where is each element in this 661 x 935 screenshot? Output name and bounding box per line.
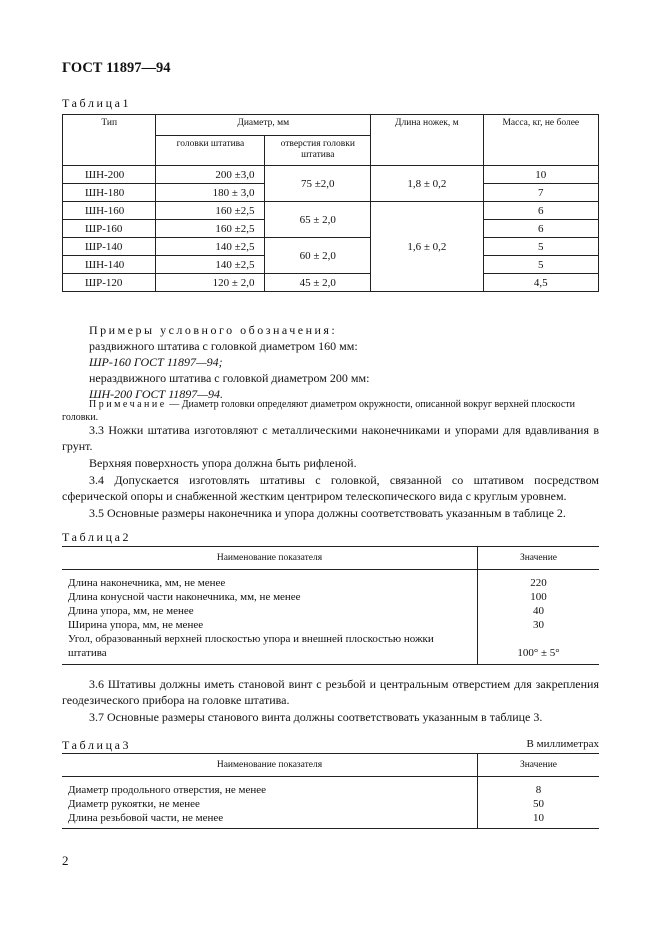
table3-header-row — [62, 754, 599, 777]
cell-hole: 75 ±2,0 — [265, 166, 371, 202]
table-row — [62, 811, 599, 829]
cell-value: 220 — [530, 577, 547, 589]
cell-value: 100° ± 5° — [478, 632, 600, 665]
cell-type: ШН-200 — [63, 166, 156, 184]
cell-type: ШР-160 — [63, 220, 156, 238]
table-row — [62, 590, 599, 604]
table-3 — [62, 753, 599, 829]
col-name: Наименование показателя — [62, 754, 478, 777]
paragraph-3-6: 3.6 Штативы должны иметь становой винт с резьбой и центральным отверстием для закрепления геодезического прибора на головке штатива. — [62, 677, 599, 707]
cell-hole: 60 ± 2,0 — [265, 238, 371, 274]
cell-mass: 5 — [483, 256, 598, 274]
cell-leg: 1,8 ± 0,2 — [371, 166, 484, 202]
cell-type: ШН-140 — [63, 256, 156, 274]
paragraph-3-5: 3.5 Основные размеры наконечника и упора должны соответствовать указанным в таблице 2. — [89, 506, 566, 520]
col-leg-length: Длина ножек, м — [371, 115, 484, 166]
cell-name: Длина упора, мм, не менее — [62, 604, 478, 618]
table-row — [63, 166, 599, 184]
cell-value: 40 — [533, 605, 544, 617]
col-value: Значение — [478, 754, 600, 777]
document-header: ГОСТ 11897—94 — [62, 60, 171, 76]
col-value: Значение — [478, 547, 600, 570]
cell-value: 30 — [533, 619, 544, 631]
col-mass: Масса, кг, не более — [483, 115, 598, 166]
page-number: 2 — [62, 853, 69, 868]
cell-mass: 4,5 — [483, 274, 598, 292]
cell-head: 200 ±3,0 — [156, 166, 265, 184]
cell-name: Длина конусной части наконечника, мм, не менее — [62, 590, 478, 604]
cell-name: Ширина упора, мм, не менее — [62, 618, 478, 632]
table1-caption: Таблица1 — [62, 96, 132, 110]
cell-type: ШН-160 — [63, 202, 156, 220]
table2-caption: Таблица2 — [62, 530, 132, 544]
cell-mass: 5 — [483, 238, 598, 256]
cell-head: 140 ±2,5 — [156, 238, 265, 256]
table-row — [62, 604, 599, 618]
cell-value: 10 — [478, 811, 600, 829]
examples-title: Примеры условного обозначения: — [89, 323, 338, 337]
table-row — [63, 202, 599, 220]
cell-type: ШН-180 — [63, 184, 156, 202]
table-2 — [62, 546, 599, 665]
cell-mass: 6 — [483, 202, 598, 220]
col-head-diameter: головки штатива — [156, 136, 265, 166]
col-diameter: Диаметр, мм — [156, 115, 371, 136]
cell-value: 8 — [535, 784, 542, 796]
cell-mass: 7 — [483, 184, 598, 202]
paragraph-3-7: 3.7 Основные размеры станового винта должны соответствовать указанным в таблице 3. — [89, 710, 543, 724]
cell-head: 180 ± 3,0 — [156, 184, 265, 202]
cell-name: Длина резьбовой части, не менее — [62, 811, 478, 829]
cell-head: 120 ± 2,0 — [156, 274, 265, 292]
cell-name: Диаметр продольного отверстия, не менее — [62, 777, 478, 798]
table3-units: В миллиметрах — [526, 738, 599, 750]
cell-mass: 6 — [483, 220, 598, 238]
cell-name: Угол, образованный верхней плоскостью упора и внешней плоскостью ножки штатива — [62, 632, 478, 665]
note-label: Примечание — [89, 399, 167, 410]
table-row — [62, 632, 599, 665]
cell-hole: 45 ± 2,0 — [265, 274, 371, 292]
examples-block — [89, 322, 609, 402]
table2-header-row — [62, 547, 599, 570]
table1-header-row — [63, 115, 599, 136]
cell-head: 160 ±2,5 — [156, 220, 265, 238]
table-row — [63, 238, 599, 256]
note — [62, 398, 599, 424]
cell-hole: 65 ± 2,0 — [265, 202, 371, 238]
paragraph-3-4: 3.4 Допускается изготовлять штативы с головкой, связанной со штативом посредством сферической опоры и снабженной жестким центриром телескопического вида с круглым уровнем. — [62, 473, 599, 503]
table-row — [63, 274, 599, 292]
example-designation: ШР-160 ГОСТ 11897—94; — [89, 355, 223, 369]
col-name: Наименование показателя — [62, 547, 478, 570]
table-row — [62, 570, 599, 591]
col-hole-diameter: отверстия головки штатива — [265, 136, 371, 166]
table-row — [62, 777, 599, 798]
paragraph-3-3: 3.3 Ножки штатива изготовляют с металлическими наконечниками и упорами для вдавливания в грунт. — [62, 423, 599, 453]
cell-type: ШР-120 — [63, 274, 156, 292]
table-row — [62, 618, 599, 632]
cell-type: ШР-140 — [63, 238, 156, 256]
cell-mass: 10 — [483, 166, 598, 184]
table3-caption: Таблица3 — [62, 738, 132, 752]
table-1 — [62, 114, 599, 292]
example-line: раздвижного штатива с головкой диаметром 160 мм: — [89, 339, 358, 353]
example-designation: ШН-200 ГОСТ 11897—94. — [89, 387, 223, 401]
cell-head: 160 ±2,5 — [156, 202, 265, 220]
table-row — [62, 797, 599, 811]
cell-value: 50 — [533, 798, 544, 810]
col-type: Тип — [63, 115, 156, 166]
cell-head: 140 ±2,5 — [156, 256, 265, 274]
cell-value: 100 — [530, 591, 547, 603]
example-line: нераздвижного штатива с головкой диаметром 200 мм: — [89, 371, 370, 385]
note-text: — Диаметр головки определяют диаметром окружности, описанной вокруг верхней плоскости головки. — [62, 399, 576, 423]
cell-leg: 1,6 ± 0,2 — [371, 202, 484, 292]
cell-name: Длина наконечника, мм, не менее — [62, 570, 478, 591]
cell-name: Диаметр рукоятки, не менее — [62, 797, 478, 811]
paragraph-3-3b: Верхняя поверхность упора должна быть рифленой. — [89, 456, 357, 470]
